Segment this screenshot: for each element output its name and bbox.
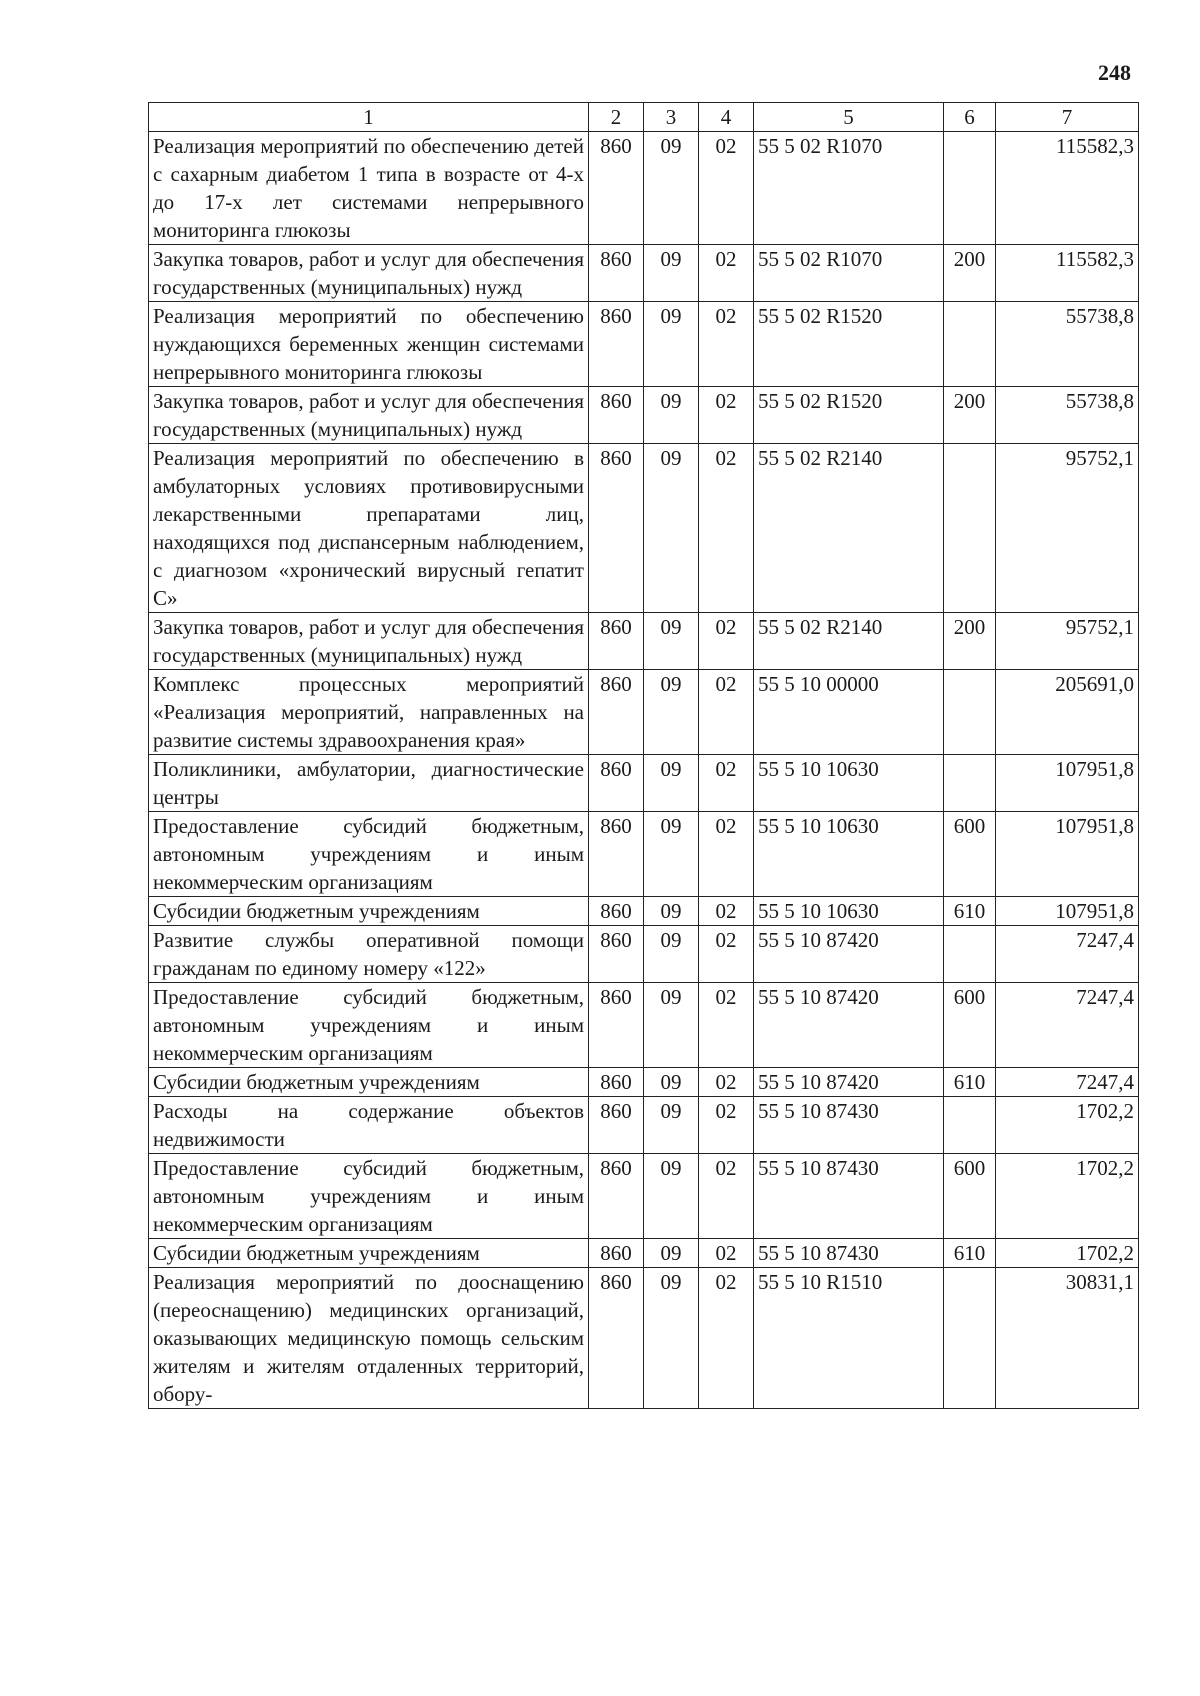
table-row xyxy=(149,1268,1139,1409)
section-code-cell: 09 xyxy=(644,1268,699,1409)
table-row xyxy=(149,983,1139,1068)
expense-type-cell: 600 xyxy=(944,1154,996,1239)
amount-cell: 1702,2 xyxy=(996,1239,1139,1268)
expense-type-cell xyxy=(944,302,996,387)
table-row xyxy=(149,1239,1139,1268)
section-code-cell: 09 xyxy=(644,132,699,245)
grbs-code-cell: 860 xyxy=(589,132,644,245)
target-article-cell: 55 5 02 R1520 xyxy=(754,387,944,444)
table-row xyxy=(149,613,1139,670)
expense-name-cell: Реализация мероприятий по дооснащению (переоснащению) медицинских организаций, оказывающих медицинскую помощь сельским жителям и жителям отдаленных территорий, обору- xyxy=(149,1268,589,1409)
table-row xyxy=(149,1097,1139,1154)
target-article-cell: 55 5 10 10630 xyxy=(754,812,944,897)
expense-name-cell: Реализация мероприятий по обеспечению детей с сахарным диабетом 1 типа в возрасте от 4-х до 17-х лет системами непрерывного мониторинга глюкозы xyxy=(149,132,589,245)
grbs-code-cell: 860 xyxy=(589,245,644,302)
target-article-cell: 55 5 10 87420 xyxy=(754,983,944,1068)
expense-name-cell: Предоставление субсидий бюджетным, автономным учреждениям и иным некоммерческим организациям xyxy=(149,812,589,897)
expense-type-cell xyxy=(944,132,996,245)
table-row xyxy=(149,1068,1139,1097)
target-article-cell: 55 5 02 R1520 xyxy=(754,302,944,387)
grbs-code-cell: 860 xyxy=(589,1154,644,1239)
target-article-cell: 55 5 10 10630 xyxy=(754,897,944,926)
expense-type-cell xyxy=(944,1097,996,1154)
subsection-code-cell: 02 xyxy=(699,1239,754,1268)
table-row xyxy=(149,755,1139,812)
amount-cell: 107951,8 xyxy=(996,897,1139,926)
section-code-cell: 09 xyxy=(644,302,699,387)
expense-name-cell: Субсидии бюджетным учреждениям xyxy=(149,1239,589,1268)
subsection-code-cell: 02 xyxy=(699,245,754,302)
column-header: 2 xyxy=(589,103,644,132)
expense-type-cell: 610 xyxy=(944,1068,996,1097)
amount-cell: 55738,8 xyxy=(996,387,1139,444)
grbs-code-cell: 860 xyxy=(589,1239,644,1268)
table-row xyxy=(149,897,1139,926)
grbs-code-cell: 860 xyxy=(589,755,644,812)
subsection-code-cell: 02 xyxy=(699,132,754,245)
expense-type-cell: 600 xyxy=(944,983,996,1068)
expense-type-cell: 610 xyxy=(944,1239,996,1268)
subsection-code-cell: 02 xyxy=(699,613,754,670)
section-code-cell: 09 xyxy=(644,1097,699,1154)
expense-type-cell: 600 xyxy=(944,812,996,897)
subsection-code-cell: 02 xyxy=(699,897,754,926)
column-header: 1 xyxy=(149,103,589,132)
subsection-code-cell: 02 xyxy=(699,1268,754,1409)
target-article-cell: 55 5 10 87430 xyxy=(754,1239,944,1268)
column-header: 7 xyxy=(996,103,1139,132)
grbs-code-cell: 860 xyxy=(589,670,644,755)
section-code-cell: 09 xyxy=(644,444,699,613)
amount-cell: 107951,8 xyxy=(996,755,1139,812)
section-code-cell: 09 xyxy=(644,755,699,812)
expense-name-cell: Развитие службы оперативной помощи гражданам по единому номеру «122» xyxy=(149,926,589,983)
grbs-code-cell: 860 xyxy=(589,444,644,613)
expense-name-cell: Закупка товаров, работ и услуг для обеспечения государственных (муниципальных) нужд xyxy=(149,613,589,670)
expense-name-cell: Предоставление субсидий бюджетным, автономным учреждениям и иным некоммерческим организациям xyxy=(149,983,589,1068)
target-article-cell: 55 5 10 R1510 xyxy=(754,1268,944,1409)
grbs-code-cell: 860 xyxy=(589,1268,644,1409)
page-number: 248 xyxy=(1098,60,1131,85)
amount-cell: 95752,1 xyxy=(996,613,1139,670)
target-article-cell: 55 5 02 R2140 xyxy=(754,444,944,613)
grbs-code-cell: 860 xyxy=(589,613,644,670)
amount-cell: 205691,0 xyxy=(996,670,1139,755)
amount-cell: 7247,4 xyxy=(996,983,1139,1068)
section-code-cell: 09 xyxy=(644,1068,699,1097)
target-article-cell: 55 5 10 87420 xyxy=(754,926,944,983)
table-row xyxy=(149,926,1139,983)
expense-type-cell: 610 xyxy=(944,897,996,926)
expense-name-cell: Расходы на содержание объектов недвижимости xyxy=(149,1097,589,1154)
amount-cell: 95752,1 xyxy=(996,444,1139,613)
expense-type-cell xyxy=(944,444,996,613)
subsection-code-cell: 02 xyxy=(699,812,754,897)
expense-type-cell xyxy=(944,755,996,812)
subsection-code-cell: 02 xyxy=(699,1068,754,1097)
subsection-code-cell: 02 xyxy=(699,755,754,812)
table-row xyxy=(149,670,1139,755)
subsection-code-cell: 02 xyxy=(699,387,754,444)
table-row xyxy=(149,1154,1139,1239)
table-body xyxy=(149,132,1139,1409)
subsection-code-cell: 02 xyxy=(699,926,754,983)
amount-cell: 107951,8 xyxy=(996,812,1139,897)
amount-cell: 115582,3 xyxy=(996,245,1139,302)
expense-name-cell: Субсидии бюджетным учреждениям xyxy=(149,897,589,926)
table-row xyxy=(149,444,1139,613)
expense-type-cell xyxy=(944,670,996,755)
subsection-code-cell: 02 xyxy=(699,1097,754,1154)
section-code-cell: 09 xyxy=(644,983,699,1068)
section-code-cell: 09 xyxy=(644,613,699,670)
grbs-code-cell: 860 xyxy=(589,302,644,387)
grbs-code-cell: 860 xyxy=(589,387,644,444)
target-article-cell: 55 5 10 87430 xyxy=(754,1097,944,1154)
grbs-code-cell: 860 xyxy=(589,983,644,1068)
target-article-cell: 55 5 02 R1070 xyxy=(754,132,944,245)
amount-cell: 115582,3 xyxy=(996,132,1139,245)
expense-type-cell xyxy=(944,926,996,983)
amount-cell: 30831,1 xyxy=(996,1268,1139,1409)
section-code-cell: 09 xyxy=(644,670,699,755)
expense-type-cell: 200 xyxy=(944,613,996,670)
section-code-cell: 09 xyxy=(644,897,699,926)
subsection-code-cell: 02 xyxy=(699,983,754,1068)
expense-name-cell: Реализация мероприятий по обеспечению нуждающихся беременных женщин системами непрерывного мониторинга глюкозы xyxy=(149,302,589,387)
target-article-cell: 55 5 10 87420 xyxy=(754,1068,944,1097)
amount-cell: 55738,8 xyxy=(996,302,1139,387)
subsection-code-cell: 02 xyxy=(699,444,754,613)
subsection-code-cell: 02 xyxy=(699,302,754,387)
grbs-code-cell: 860 xyxy=(589,926,644,983)
expense-type-cell: 200 xyxy=(944,387,996,444)
section-code-cell: 09 xyxy=(644,1239,699,1268)
section-code-cell: 09 xyxy=(644,812,699,897)
section-code-cell: 09 xyxy=(644,387,699,444)
expense-name-cell: Субсидии бюджетным учреждениям xyxy=(149,1068,589,1097)
amount-cell: 1702,2 xyxy=(996,1154,1139,1239)
subsection-code-cell: 02 xyxy=(699,1154,754,1239)
subsection-code-cell: 02 xyxy=(699,670,754,755)
expense-type-cell: 200 xyxy=(944,245,996,302)
expense-name-cell: Закупка товаров, работ и услуг для обеспечения государственных (муниципальных) нужд xyxy=(149,245,589,302)
grbs-code-cell: 860 xyxy=(589,1068,644,1097)
expense-name-cell: Поликлиники, амбулатории, диагностические центры xyxy=(149,755,589,812)
target-article-cell: 55 5 02 R1070 xyxy=(754,245,944,302)
amount-cell: 7247,4 xyxy=(996,1068,1139,1097)
column-header: 5 xyxy=(754,103,944,132)
expense-type-cell xyxy=(944,1268,996,1409)
target-article-cell: 55 5 10 10630 xyxy=(754,755,944,812)
column-header: 3 xyxy=(644,103,699,132)
table-row xyxy=(149,245,1139,302)
table-row xyxy=(149,387,1139,444)
target-article-cell: 55 5 10 87430 xyxy=(754,1154,944,1239)
expense-name-cell: Предоставление субсидий бюджетным, автономным учреждениям и иным некоммерческим организациям xyxy=(149,1154,589,1239)
expense-name-cell: Реализация мероприятий по обеспечению в амбулаторных условиях противовирусными лекарственными препаратами лиц, находящихся под диспансерным наблюдением, с диагнозом «хронический вирусный гепатит С» xyxy=(149,444,589,613)
table-row xyxy=(149,302,1139,387)
section-code-cell: 09 xyxy=(644,1154,699,1239)
expense-name-cell: Закупка товаров, работ и услуг для обеспечения государственных (муниципальных) нужд xyxy=(149,387,589,444)
target-article-cell: 55 5 10 00000 xyxy=(754,670,944,755)
grbs-code-cell: 860 xyxy=(589,1097,644,1154)
grbs-code-cell: 860 xyxy=(589,897,644,926)
column-header: 4 xyxy=(699,103,754,132)
section-code-cell: 09 xyxy=(644,926,699,983)
table-row xyxy=(149,132,1139,245)
amount-cell: 1702,2 xyxy=(996,1097,1139,1154)
section-code-cell: 09 xyxy=(644,245,699,302)
table-row xyxy=(149,812,1139,897)
target-article-cell: 55 5 02 R2140 xyxy=(754,613,944,670)
table-header-row xyxy=(149,103,1139,132)
expense-name-cell: Комплекс процессных мероприятий «Реализация мероприятий, направленных на развитие системы здравоохранения края» xyxy=(149,670,589,755)
budget-table xyxy=(148,102,1139,1409)
column-header: 6 xyxy=(944,103,996,132)
amount-cell: 7247,4 xyxy=(996,926,1139,983)
grbs-code-cell: 860 xyxy=(589,812,644,897)
